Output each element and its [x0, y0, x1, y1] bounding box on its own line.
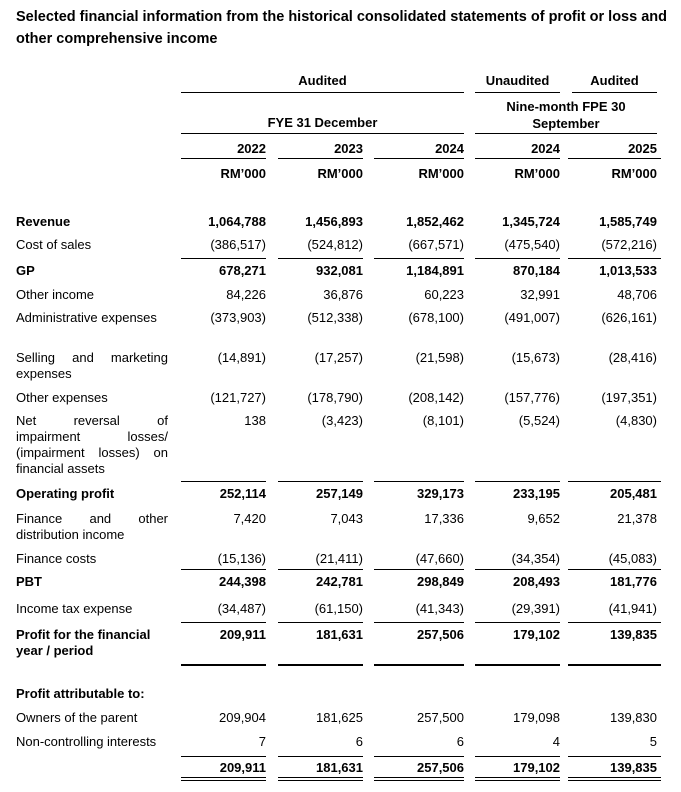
row-label: Cost of sales [16, 237, 92, 252]
row-value: (15,136) [217, 551, 266, 566]
year-col-4: 2024 [531, 141, 560, 156]
unit-col-2: RM’000 [317, 166, 363, 181]
row-label: Other income [16, 287, 95, 302]
header-audited-fye: Audited [298, 73, 347, 88]
row-value: 179,102 [513, 627, 560, 642]
subtotal-rule [181, 622, 266, 623]
header-rule [475, 133, 657, 134]
row-value: 32,991 [520, 287, 560, 302]
row-value: (21,598) [415, 350, 464, 365]
subtotal-rule [181, 569, 266, 570]
row-value: 181,776 [610, 574, 657, 589]
row-value: 870,184 [513, 263, 560, 278]
row-value: (61,150) [314, 601, 363, 616]
row-value: 932,081 [316, 263, 363, 278]
header-rule [181, 92, 464, 93]
row-value: 139,835 [610, 627, 657, 642]
row-label: PBT [16, 574, 42, 589]
row-value: 1,184,891 [406, 263, 464, 278]
row-label: Finance costs [16, 551, 97, 566]
row-value: 7,043 [330, 511, 363, 526]
row-value: (121,727) [210, 390, 266, 405]
row-label: Selling and marketing expenses [16, 350, 168, 381]
row-value: (386,517) [210, 237, 266, 252]
subtotal-rule [181, 481, 266, 482]
row-label: Profit for the financial year / period [16, 627, 151, 658]
double-rule-bottom [475, 780, 560, 781]
row-value: 4 [552, 734, 560, 749]
total-rule [374, 664, 464, 666]
row-value: (373,903) [210, 310, 266, 325]
row-label: Finance and other distribution income [16, 511, 168, 542]
row-value: 1,013,533 [599, 263, 657, 278]
row-value: (8,101) [422, 413, 464, 428]
total-rule [181, 664, 266, 666]
row-value: 9,652 [527, 511, 560, 526]
row-value: (28,416) [608, 350, 657, 365]
row-value: (475,540) [504, 237, 560, 252]
subtotal-rule [374, 258, 464, 259]
double-rule-bottom [374, 780, 464, 781]
row-value: (15,673) [511, 350, 560, 365]
subtotal-rule [475, 756, 560, 757]
row-value: (41,941) [608, 601, 657, 616]
subtotal-rule [278, 756, 363, 757]
header-fpe-period-line1: Nine-month FPE 30 [506, 99, 626, 114]
row-value: (512,338) [307, 310, 363, 325]
year-col-3: 2024 [435, 141, 464, 156]
header-rule [181, 158, 266, 159]
row-value: 17,336 [424, 511, 464, 526]
row-value: 7,420 [233, 511, 266, 526]
row-value: 21,378 [617, 511, 657, 526]
row-value: 252,114 [219, 486, 266, 501]
double-rule-top [475, 777, 560, 778]
row-value: (29,391) [511, 601, 560, 616]
row-value: 209,904 [219, 710, 266, 725]
row-value: (491,007) [504, 310, 560, 325]
row-label: GP [16, 263, 35, 278]
row-value: 298,849 [417, 574, 464, 589]
double-rule-bottom [568, 780, 661, 781]
row-value: 257,149 [316, 486, 363, 501]
subtotal-rule [475, 569, 560, 570]
row-value: (626,161) [601, 310, 657, 325]
subtotal-rule [278, 569, 363, 570]
header-rule [475, 158, 560, 159]
subtotal-rule [568, 756, 661, 757]
row-value: 6 [456, 734, 464, 749]
row-label: Operating profit [16, 486, 115, 501]
subtotal-rule [475, 481, 560, 482]
row-value: 48,706 [617, 287, 657, 302]
subtotal-rule [568, 481, 661, 482]
subtotal-rule [568, 622, 661, 623]
row-value: 1,852,462 [406, 214, 464, 229]
unit-col-3: RM’000 [418, 166, 464, 181]
row-value: (667,571) [408, 237, 464, 252]
row-value: (208,142) [408, 390, 464, 405]
double-rule-top [374, 777, 464, 778]
row-value: (4,830) [615, 413, 657, 428]
subtotal-rule [568, 258, 661, 259]
header-rule [475, 92, 560, 93]
total-value: 139,835 [610, 760, 657, 775]
row-value: (21,411) [315, 551, 363, 566]
total-rule [475, 664, 560, 666]
subtotal-rule [475, 622, 560, 623]
row-value: (524,812) [307, 237, 363, 252]
row-label: Administrative expenses [16, 310, 157, 325]
row-value: (572,216) [601, 237, 657, 252]
row-value: (3,423) [321, 413, 363, 428]
unit-col-1: RM’000 [220, 166, 266, 181]
header-fpe-period [475, 98, 657, 132]
row-value: 179,098 [513, 710, 560, 725]
row-value: 257,500 [417, 710, 464, 725]
row-value: (41,343) [415, 601, 464, 616]
row-value: 209,911 [219, 627, 266, 642]
row-value: (178,790) [307, 390, 363, 405]
row-value: (45,083) [608, 551, 657, 566]
row-value: 84,226 [226, 287, 266, 302]
row-value: 181,625 [316, 710, 363, 725]
subtotal-rule [278, 481, 363, 482]
total-rule [278, 664, 363, 666]
double-rule-top [181, 777, 266, 778]
row-value: (5,524) [518, 413, 560, 428]
header-fpe-period-line2: September [532, 116, 600, 131]
table-title: Selected financial information from the historical consolidated statements of profit or loss and other comprehensive income [16, 9, 667, 47]
row-value: (47,660) [415, 551, 464, 566]
header-audited-fpe: Audited [590, 73, 639, 88]
subtotal-rule [278, 622, 363, 623]
row-label: Non-controlling interests [16, 734, 157, 749]
double-rule-top [278, 777, 363, 778]
row-value: (17,257) [314, 350, 363, 365]
year-col-1: 2022 [237, 141, 266, 156]
row-label: Income tax expense [16, 601, 133, 616]
year-col-2: 2023 [334, 141, 363, 156]
row-value: 233,195 [513, 486, 560, 501]
row-label: Revenue [16, 214, 71, 229]
section-heading: Profit attributable to: [16, 686, 145, 701]
row-value: 1,456,893 [305, 214, 363, 229]
total-value: 179,102 [513, 760, 560, 775]
row-value: 138 [244, 413, 266, 428]
row-value: 244,398 [219, 574, 266, 589]
subtotal-rule [278, 258, 363, 259]
subtotal-rule [374, 622, 464, 623]
row-label: Other expenses [16, 390, 108, 405]
row-value: 678,271 [219, 263, 266, 278]
header-rule [278, 158, 363, 159]
double-rule-bottom [278, 780, 363, 781]
subtotal-rule [568, 569, 661, 570]
header-rule [181, 133, 464, 134]
row-value: 205,481 [610, 486, 657, 501]
row-value: 36,876 [323, 287, 363, 302]
row-value: (14,891) [217, 350, 266, 365]
row-value: (157,776) [504, 390, 560, 405]
header-rule [572, 92, 657, 93]
header-rule [568, 158, 661, 159]
row-value: 242,781 [316, 574, 363, 589]
row-value: 139,830 [610, 710, 657, 725]
subtotal-rule [475, 258, 560, 259]
row-value: 181,631 [316, 627, 363, 642]
double-rule-bottom [181, 780, 266, 781]
header-rule [374, 158, 464, 159]
row-value: (34,354) [511, 551, 560, 566]
header-unaudited-fpe: Unaudited [485, 73, 550, 88]
row-label: Net reversal of impairment losses/ (impairment losses) on financial assets [16, 413, 168, 476]
subtotal-rule [181, 258, 266, 259]
unit-col-5: RM’000 [611, 166, 657, 181]
header-fye-period: FYE 31 December [267, 115, 378, 130]
double-rule-top [568, 777, 661, 778]
row-value: 257,506 [417, 627, 464, 642]
row-value: 7 [258, 734, 266, 749]
row-label: Owners of the parent [16, 710, 138, 725]
row-value: 208,493 [513, 574, 560, 589]
total-value: 209,911 [219, 760, 266, 775]
row-value: (34,487) [217, 601, 266, 616]
row-value: (678,100) [408, 310, 464, 325]
subtotal-rule [181, 756, 266, 757]
row-value: 60,223 [424, 287, 464, 302]
row-value: 1,585,749 [599, 214, 657, 229]
row-value: 5 [649, 734, 657, 749]
unit-col-4: RM’000 [514, 166, 560, 181]
total-value: 257,506 [417, 760, 464, 775]
row-value: 1,064,788 [208, 214, 266, 229]
row-value: 329,173 [417, 486, 464, 501]
subtotal-rule [374, 756, 464, 757]
subtotal-rule [374, 569, 464, 570]
subtotal-rule [374, 481, 464, 482]
total-rule [568, 664, 661, 666]
year-col-5: 2025 [628, 141, 657, 156]
row-value: (197,351) [601, 390, 657, 405]
total-value: 181,631 [316, 760, 363, 775]
row-value: 6 [355, 734, 363, 749]
row-value: 1,345,724 [502, 214, 560, 229]
